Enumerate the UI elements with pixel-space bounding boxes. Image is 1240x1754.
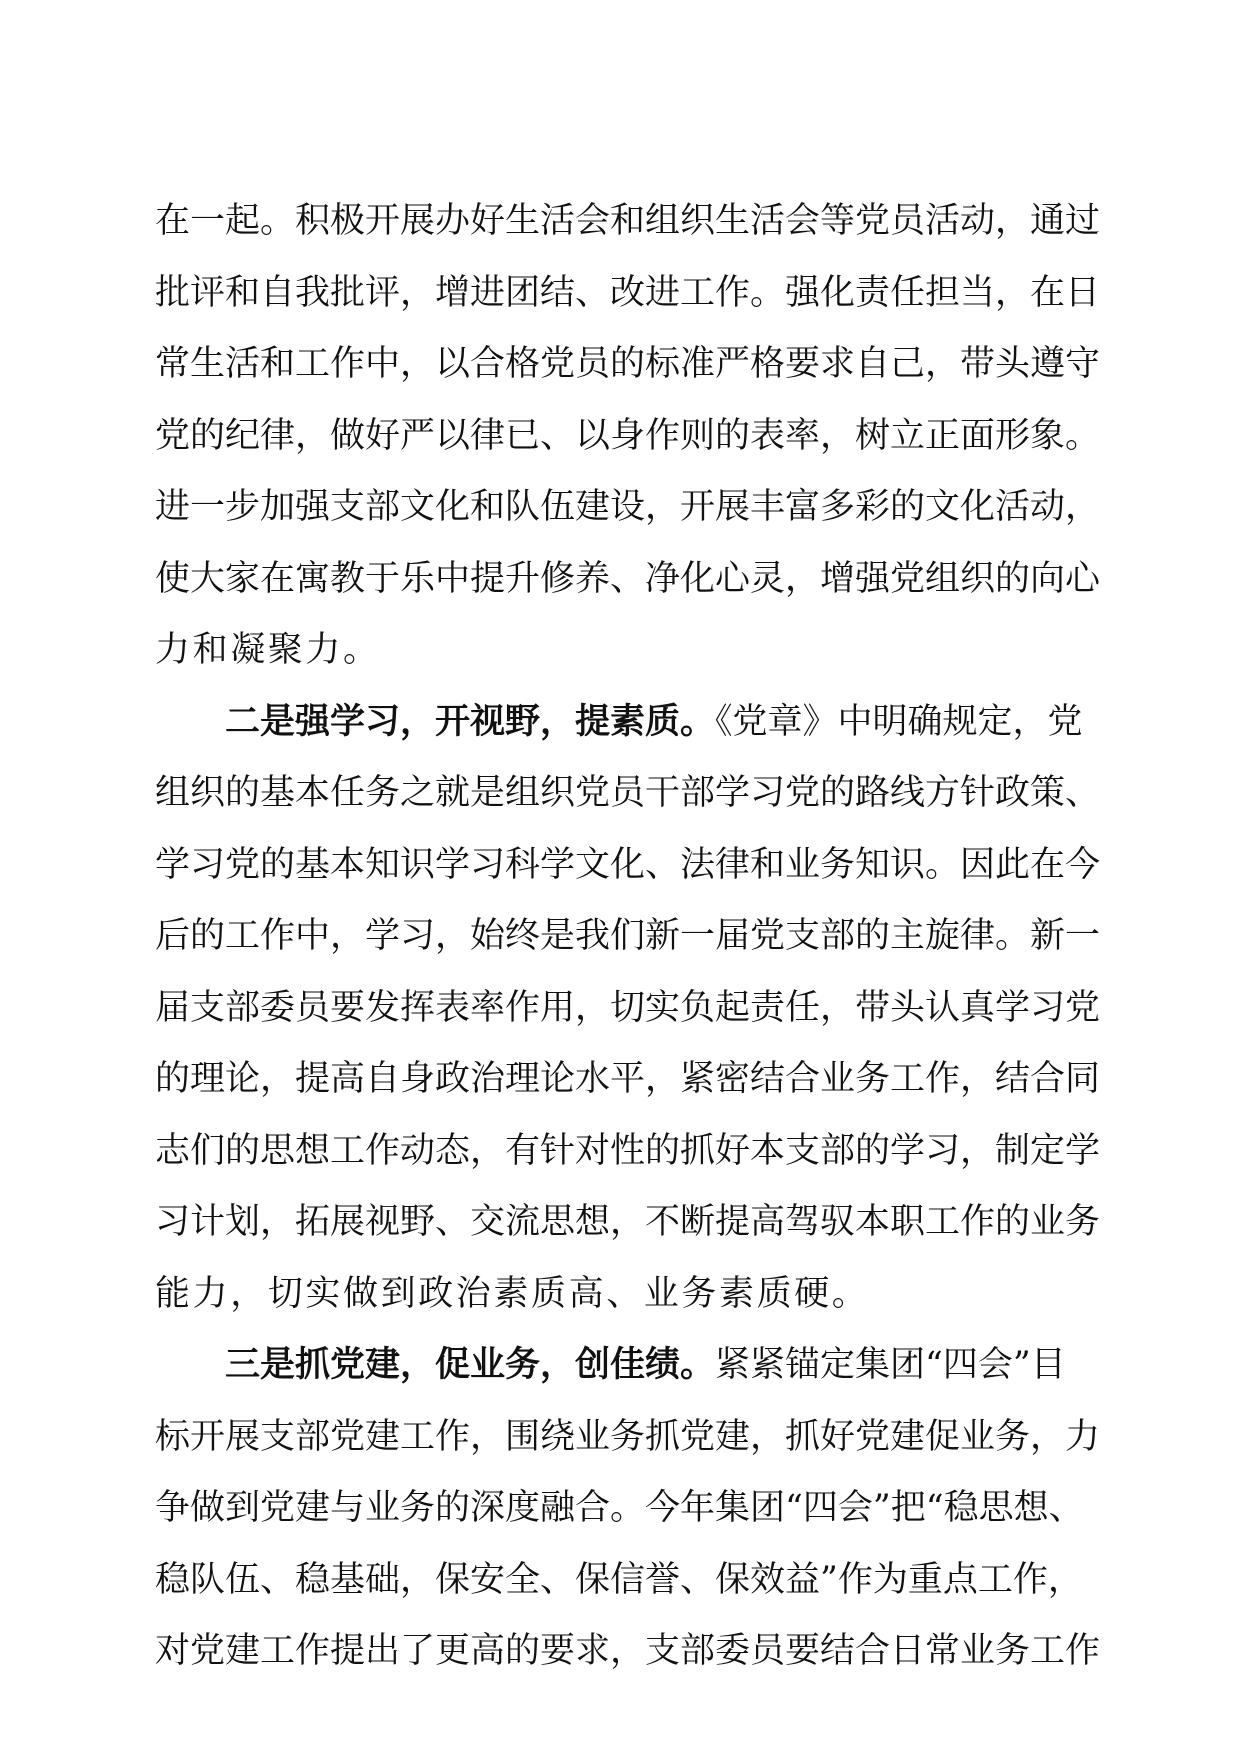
text-line: 进一步加强支部文化和队伍建设，开展丰富多彩的文化活动，	[155, 487, 1101, 527]
text-line: 争做到党建与业务的深度融合。今年集团“四会”把“稳思想、	[155, 1488, 1084, 1528]
paragraph-first-line	[155, 1330, 1066, 1402]
text-segment: 《党章》中明确规定，党	[715, 701, 1083, 742]
paragraph-first-line	[155, 687, 1083, 759]
text-line: 对党建工作提出了更高的要求，支部委员要结合日常业务工作	[155, 1631, 1101, 1671]
document-body	[155, 186, 1101, 1688]
text-line: 习计划，拓展视野、交流思想，不断提高驾驭本职工作的业务	[155, 1202, 1101, 1242]
text-line: 组织的基本任务之就是组织党员干部学习党的路线方针政策、	[155, 773, 1101, 813]
text-line: 标开展支部党建工作，围绕业务抓党建，抓好党建促业务，力	[155, 1416, 1101, 1457]
text-line: 批评和自我批评，增进团结、改进工作。强化责任担当，在日	[155, 272, 1101, 313]
text-segment: 紧紧锚定集团“四会”目	[715, 1345, 1066, 1385]
text-line: 学习党的基本知识学习科学文化、法律和业务知识。因此在今	[155, 844, 1101, 885]
text-line: 力和凝聚力。	[155, 630, 381, 670]
text-line: 在一起。积极开展办好生活会和组织生活会等党员活动，通过	[155, 201, 1101, 241]
text-line: 的理论，提高自身政治理论水平，紧密结合业务工作，结合同	[155, 1059, 1101, 1099]
text-line: 党的纪律，做好严以律已、以身作则的表率，树立正面形象。	[155, 415, 1101, 456]
text-line: 常生活和工作中，以合格党员的标准严格要求自己，带头遵守	[155, 344, 1101, 384]
text-line: 届支部委员要发挥表率作用，切实负起责任，带头认真学习党	[155, 987, 1101, 1028]
text-line: 能力，切实做到政治素质高、业务素质硬。	[155, 1273, 870, 1314]
text-line: 使大家在寓教于乐中提升修养、净化心灵，增强党组织的向心	[155, 558, 1101, 599]
text-line: 稳队伍、稳基础，保安全、保信誉、保效益”作为重点工作，	[155, 1559, 1083, 1600]
text-line: 志们的思想工作动态，有针对性的抓好本支部的学习，制定学	[155, 1130, 1101, 1171]
section-heading: 二是强学习，开视野，提素质。	[225, 701, 716, 742]
text-line: 后的工作中，学习，始终是我们新一届党支部的主旋律。新一	[155, 916, 1101, 956]
section-heading: 三是抓党建，促业务，创佳绩。	[225, 1345, 716, 1385]
